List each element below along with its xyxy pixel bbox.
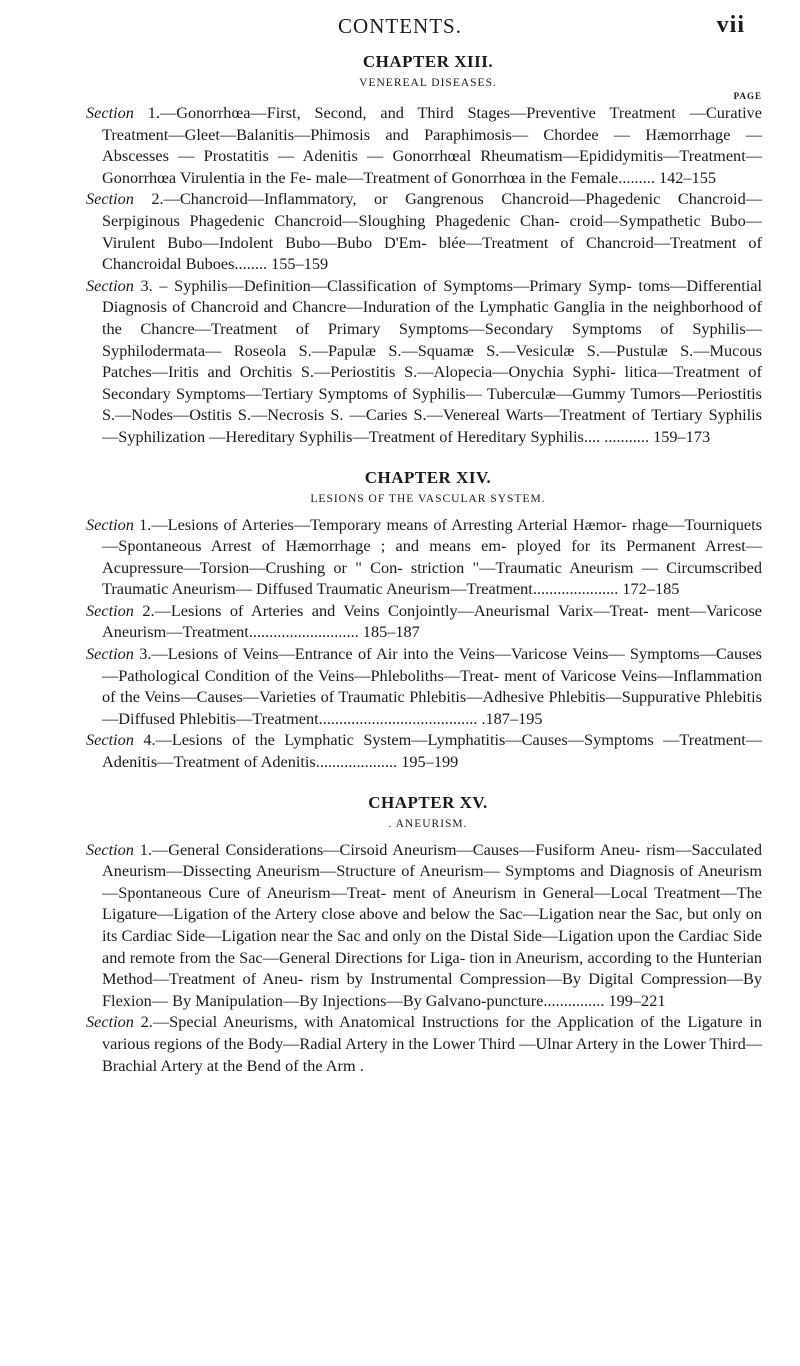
section-number: 1.	[133, 103, 160, 122]
toc-entry	[86, 643, 762, 729]
section-number: 3.	[133, 644, 152, 664]
chapter-subtitle: VENEREAL DISEASES.	[359, 77, 497, 89]
toc-entry	[86, 600, 762, 643]
chapter-title: CHAPTER XIV.	[364, 467, 492, 487]
running-head	[0, 12, 800, 42]
page-column-label: PAGE	[733, 91, 762, 101]
section-text: —Gonorrhœa—First, Second, and Third Stages—Preventive Treatment —Curative Treatment—Gleet—Balanitis—Phimosis and Paraphimosis— Chordee — Hæmorrhage — Abscesses — Prostatitis — Adenitis — Gonorrhœal Rheumatism—Epididymitis—Treatment—Gonorrhœa Virulentia in the Fe- male—Treatment of Gonorrhœa in the Female.........	[102, 103, 762, 187]
section-text: —Lesions of Arteries and Veins Conjointly—Aneurismal Varix—Treat- ment—Varicose Aneurism—Treatment...........................	[102, 600, 763, 642]
toc-entry	[86, 729, 762, 772]
page-range: .187–195	[481, 708, 543, 728]
section-number: 3.	[133, 275, 153, 295]
page-range: 185–187	[362, 622, 420, 642]
section-label: Section	[86, 839, 134, 859]
toc-entry	[86, 839, 762, 1012]
section-number: 1.	[133, 839, 152, 859]
page-number: vii	[716, 12, 745, 38]
section-text: —Lesions of the Lymphatic System—Lymphatitis—Causes—Symptoms —Treatment—Adenitis—Treatment of Adenitis....................	[102, 730, 763, 772]
toc-entry	[86, 102, 762, 188]
section-text: —General Considerations—Cirsoid Aneurism—Causes—Fusiform Aneu- rism—Sacculated Aneurism—Dissecting Aneurism—Structure of Aneurism— Symptoms and Diagnosis of Aneurism—Spontaneous Cure of Aneurism—Treat- ment of Aneurism in General—Local Treatment—The Ligature—Ligation of the Artery close above and below the Sac—Ligation near the Sac, but only on its Cardiac Side—Ligation near the Sac and only on the Distal Side—Ligation upon the Cardiac Side and remote from the Sac—General Directions for Liga- tion in Aneurism, according to the Hunterian Method—Treatment of Aneu- rism by Instrumental Compression—By Digital Compression—By Flexion— By Manipulation—By Injections—By Galvano-puncture...............	[102, 839, 762, 1010]
toc-entry	[86, 1011, 762, 1076]
page-range: 142–155	[659, 167, 716, 187]
toc-entry	[86, 275, 762, 448]
section-label: Section	[86, 644, 134, 664]
section-text: – Syphilis—Definition—Classification of Symptoms—Primary Symp- toms—Differential Diagnosis of Chancroid and Chancre—Induration of the Lymphatic Ganglia in the neighborhood of the Chancre—Treatment of Primary Symptoms—Secondary Symptoms of Syphilis—Syphilodermata— Roseola S.—Papulæ S.—Squamæ S.—Vesiculæ S.—Pustulæ S.—Mucous Patches—Iritis and Orchitis S.—Periostitis S.—Alopecia—Onychia Syphi- litica—Treatment of Secondary Symptoms—Tertiary Symptoms of Syphilis— Tuberculæ—Gummy Tumors—Periostitis S.—Nodes—Ostitis S.—Necrosis S. —Caries S.—Venereal Warts—Treatment of Tertiary Syphilis—Syphilization —Hereditary Syphilis—Treatment of Hereditary Syphilis.... ...........	[102, 275, 763, 446]
page-range: 195–199	[401, 752, 459, 772]
section-number: 2.	[133, 189, 164, 209]
chapter-subtitle: LESIONS OF THE VASCULAR SYSTEM.	[310, 492, 546, 505]
section-label: Section	[86, 189, 134, 209]
chapter-title: CHAPTER XV.	[368, 792, 488, 812]
running-head-title: CONTENTS.	[338, 14, 462, 38]
section-label: Section	[86, 600, 134, 620]
section-label: Section	[86, 514, 134, 534]
page-range: 199–221	[608, 990, 666, 1010]
section-label: Section	[86, 103, 134, 122]
chapter-subtitle: . ANEURISM.	[388, 817, 468, 830]
toc-entry	[86, 188, 762, 274]
page-range: 172–185	[622, 579, 680, 599]
table-of-contents	[86, 52, 762, 1076]
section-text: —Chancroid—Inflammatory, or Gangrenous Chancroid—Phagedenic Chancroid—Serpiginous Phagedenic Chancroid—Sloughing Phagedenic Chan- croid—Sympathetic Bubo—Virulent Bubo—Indolent Bubo—Bubo D'Em- blée—Treatment of Chancroid—Treatment of Chancroidal Buboes........	[102, 189, 762, 274]
section-text: —Lesions of Veins—Entrance of Air into the Veins—Varicose Veins— Symptoms—Causes—Pathological Condition of the Veins—Phleboliths—Treat- ment of Varicose Veins—Inflammation of the Veins—Causes—Varieties of Traumatic Phlebitis—Adhesive Phlebitis—Suppurative Phlebitis—Diffused Phlebitis—Treatment.......................................	[102, 644, 762, 728]
section-number: 1.	[133, 514, 152, 534]
page-range: 159–173	[653, 426, 711, 446]
section-label: Section	[86, 730, 134, 750]
toc-entry	[86, 514, 762, 600]
section-text: —Special Aneurisms, with Anatomical Instructions for the Application of the Ligature in various regions of the Body—Radial Artery in the Lower Third —Ulnar Artery in the Lower Third—Brachial Artery at the Bend of the Arm .	[102, 1012, 763, 1075]
page-range: 155–159	[271, 254, 329, 274]
section-number: 4.	[133, 730, 156, 750]
chapter-xiii	[86, 52, 762, 448]
section-label: Section	[86, 1012, 134, 1032]
section-text: —Lesions of Arteries—Temporary means of Arresting Arterial Hæmor- rhage—Tourniquets—Spontaneous Arrest of Hæmorrhage ; and means em- ployed for its Permanent Arrest—Acupressure—Torsion—Crushing or " Con- striction "—Traumatic Aneurism — Circumscribed Traumatic Aneurism— Diffused Traumatic Aneurism—Treatment.....................	[102, 514, 762, 599]
chapter-title: CHAPTER XIII.	[362, 52, 494, 71]
section-label: Section	[86, 275, 134, 295]
chapter-xiv	[86, 468, 762, 773]
section-number: 2.	[133, 1012, 153, 1032]
section-number: 2.	[133, 600, 155, 620]
chapter-xv	[86, 793, 762, 1077]
